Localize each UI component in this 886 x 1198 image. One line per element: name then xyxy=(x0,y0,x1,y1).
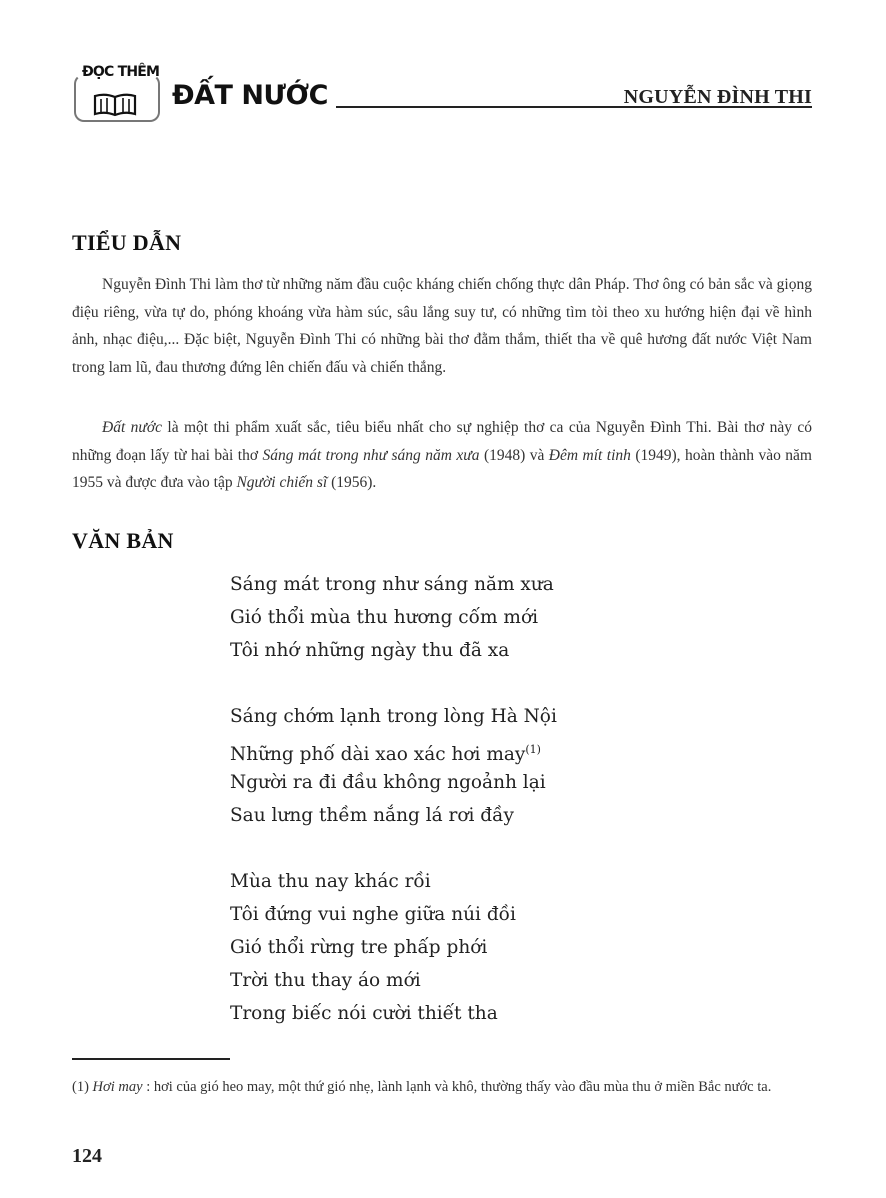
footnote-marker: (1) xyxy=(72,1079,89,1095)
poem-line: Tôi đứng vui nghe giữa núi đồi xyxy=(230,904,516,925)
stanza-1 xyxy=(230,568,557,667)
intro-text-segment: là một thi phẩm xuất sắc, tiêu biểu nhất cho sự nghiệp thơ ca của Nguyễn Đình Thi. Bài thơ này có những đoạn lấy từ hai bài thơ xyxy=(72,419,812,464)
intro-paragraph-2 xyxy=(72,414,812,497)
work-title-dem-mit-tinh: Đêm mít tinh xyxy=(548,446,631,464)
footnote-definition: : hơi của gió heo may, một thứ gió nhẹ, lành lạnh và khô, thường thấy vào đầu mùa thu ở miền Bắc nước ta. xyxy=(142,1079,772,1095)
page-title: ĐẤT NƯỚC xyxy=(172,80,328,111)
poem-line: Mùa thu nay khác rồi xyxy=(230,871,431,892)
footnote-ref[interactable]: (1) xyxy=(525,743,541,756)
work-title-nguoi-chien-si: Người chiến sĩ xyxy=(236,474,328,491)
poem-line: Gió thổi rừng tre phấp phới xyxy=(230,937,488,958)
poem-line: Sáng chớm lạnh trong lòng Hà Nội xyxy=(230,706,557,727)
poem-line: Sáng mát trong như sáng năm xưa xyxy=(230,574,554,595)
intro-heading: TIỂU DẪN xyxy=(72,230,182,255)
intro-paragraph-1: Nguyễn Đình Thi làm thơ từ những năm đầu cuộc kháng chiến chống thực dân Pháp. Thơ ông có bản sắc và giọng điệu riêng, vừa tự do, phóng khoáng vừa hàm súc, sâu lắng suy tư, có những tìm tòi theo xu hướng hiện đại về hình ảnh, nhạc điệu,... Đặc biệt, Nguyễn Đình Thi có những bài thơ đằm thắm, thiết tha về quê hương đất nước Việt Nam trong lam lũ, đau thương đứng lên chiến đấu và chiến thắng. xyxy=(72,276,812,376)
intro-text-segment: (1948) và xyxy=(479,446,549,464)
doc-them-badge xyxy=(72,64,162,124)
work-title-dat-nuoc: Đất nước xyxy=(102,419,162,436)
work-title-sang-mat: Sáng mát trong như sáng năm xưa xyxy=(262,446,480,464)
poem-line-with-footnote xyxy=(230,733,557,766)
intro-text-segment: (1956). xyxy=(327,474,377,491)
poem-line: Sau lưng thềm nắng lá rơi đầy xyxy=(230,805,514,826)
text-heading: VĂN BẢN xyxy=(72,528,174,553)
footnote-divider xyxy=(72,1058,230,1060)
poem-line: Trong biếc nói cười thiết tha xyxy=(230,1003,498,1024)
poem-line: Trời thu thay áo mới xyxy=(230,970,421,991)
page-number: 124 xyxy=(72,1145,102,1167)
poem-line: Tôi nhớ những ngày thu đã xa xyxy=(230,640,510,661)
footnote xyxy=(72,1074,814,1100)
footnote-term: Hơi may xyxy=(92,1079,143,1095)
poem-line: Người ra đi đầu không ngoảnh lại xyxy=(230,772,546,793)
open-book-icon xyxy=(92,92,138,118)
poem-line: Gió thổi mùa thu hương cốm mới xyxy=(230,607,538,628)
intro-text-segment: (1949), hoàn thành vào năm 1955 và được đưa vào tập xyxy=(72,446,812,491)
poem xyxy=(230,568,557,1063)
stanza-2 xyxy=(230,700,557,832)
stanza-3 xyxy=(230,865,557,1030)
badge-label: ĐỌC THÊM xyxy=(82,64,160,80)
poem-line-text: Những phố dài xao xác hơi may xyxy=(230,744,526,766)
author-name: NGUYỄN ĐÌNH THI xyxy=(623,86,812,108)
